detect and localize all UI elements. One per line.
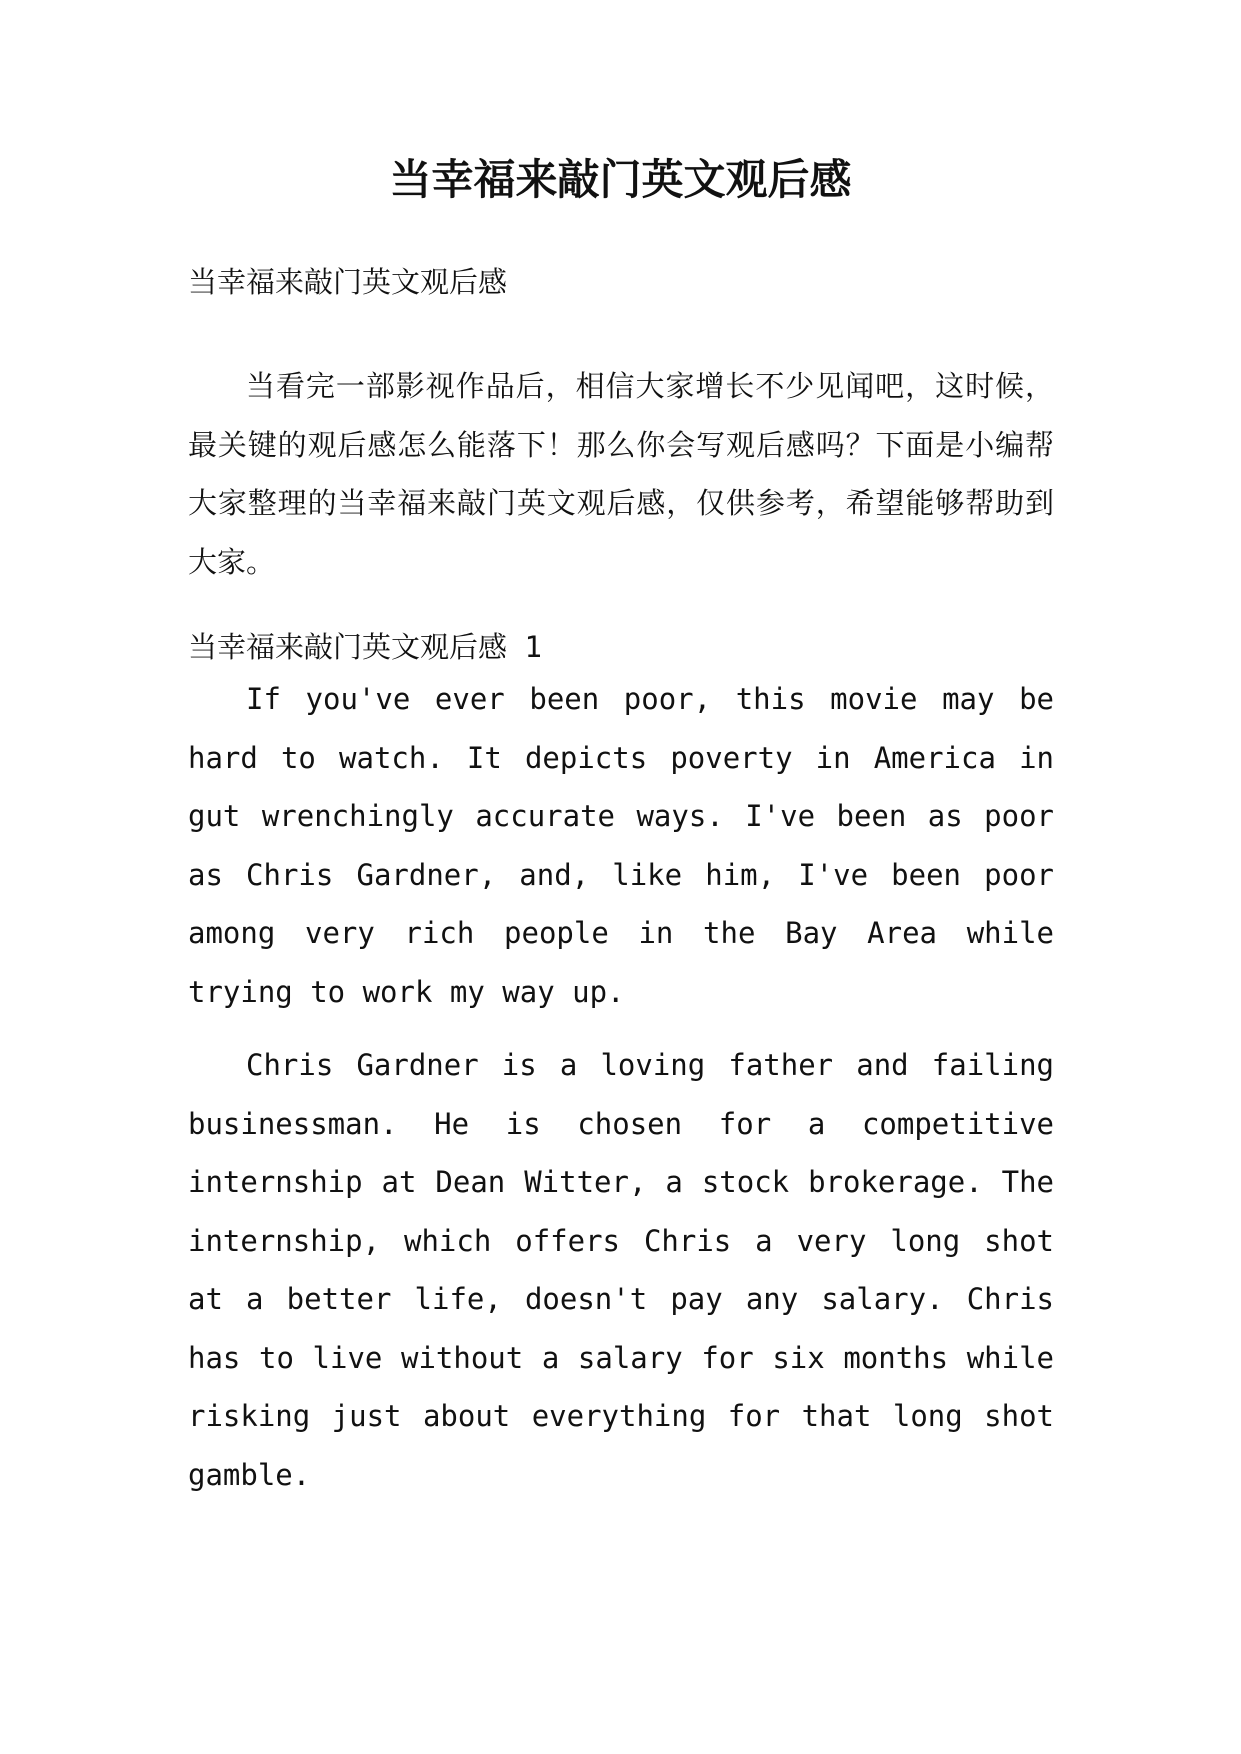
body-paragraph-1: If you've ever been poor, this movie may be hard to watch. It depicts poverty in America in gut wrenchingly accurate ways. I've been as poor as Chris Gardner, and, like him, I've been poor among very rich people in the Bay Area while trying to work my way up. [188, 682, 1054, 1009]
section-heading: 当幸福来敲门英文观后感 1 [188, 630, 542, 664]
document-title: 当幸福来敲门英文观后感 [389, 155, 852, 204]
intro-paragraph: 当看完一部影视作品后，相信大家增长不少见闻吧，这时候，最关键的观后感怎么能落下！那么你会写观后感吗？下面是小编帮大家整理的当幸福来敲门英文观后感，仅供参考，希望能够帮助到大家。 [188, 369, 1054, 579]
document-subtitle: 当幸福来敲门英文观后感 [188, 265, 508, 299]
body-paragraph-2: Chris Gardner is a loving father and failing businessman. He is chosen for a competitive internship at Dean Witter, a stock brokerage. The internship, which offers Chris a very long shot at a better life, doesn't pay any salary. Chris has to live without a salary for six months while risking just about everything for that long shot gamble. [188, 1048, 1054, 1492]
